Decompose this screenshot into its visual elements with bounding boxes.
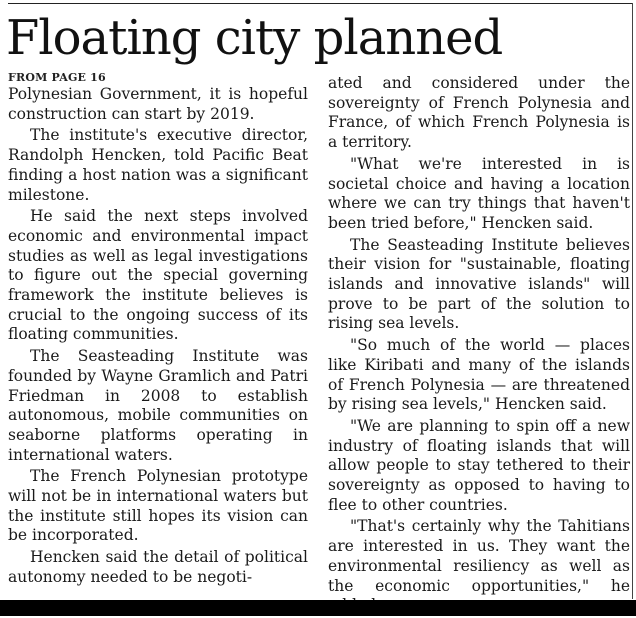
paragraph: "What we're interested in is societal choice and having a location where we can try things that haven't been tried before," Hencken said.: [328, 154, 630, 232]
paragraph: Hencken said the detail of political autonomy needed to be negoti-: [8, 548, 308, 586]
paragraph: The institute's executive director, Randolph Hencken, told Pacific Beat finding a host nation was a significant milestone.: [8, 126, 308, 204]
paragraph: ated and considered under the sovereignty of French Polynesia and France, of which French Polynesia is a territory.: [328, 74, 630, 152]
left-column: [8, 70, 308, 590]
continuation-kicker: FROM PAGE 16: [8, 71, 106, 84]
article-headline: Floating city planned: [6, 10, 503, 66]
paragraph: Polynesian Government, it is hopeful construction can start by 2019.: [8, 85, 308, 123]
paragraph: The Seasteading Institute was founded by Wayne Gramlich and Patri Friedman in 2008 to establish autonomous, mobile communities on seaborne platforms operating in international waters.: [8, 347, 308, 464]
right-column-rule: [632, 3, 633, 599]
paragraph: The French Polynesian prototype will not be in international waters but the institute still hopes its vision can be incorporated.: [8, 467, 308, 545]
paragraph: "That's certainly why the Tahitians are interested in us. They want the environmental resiliency as well as the economic opportunities," he: [328, 517, 630, 595]
paragraph: "So much of the world — places like Kiribati and many of the islands of French Polynesia — are threatened by rising sea levels," Hencken said.: [328, 336, 630, 414]
paragraph: He said the next steps involved economic and environmental impact studies as well as legal investigations to figure out the special governing framework the institute believes is crucial to the ongoing success of its floating communities.: [8, 207, 308, 344]
paragraph: The Seasteading Institute believes their vision for "sustainable, floating islands and innovative islands" will prove to be part of the solution to rising sea levels.: [328, 235, 630, 333]
paragraph: "We are planning to spin off a new industry of floating islands that will allow people to stay tethered to their sovereignty as opposed to having to flee to other countries.: [328, 416, 630, 514]
right-column: [328, 74, 630, 618]
page-bottom-bar: [0, 600, 636, 616]
